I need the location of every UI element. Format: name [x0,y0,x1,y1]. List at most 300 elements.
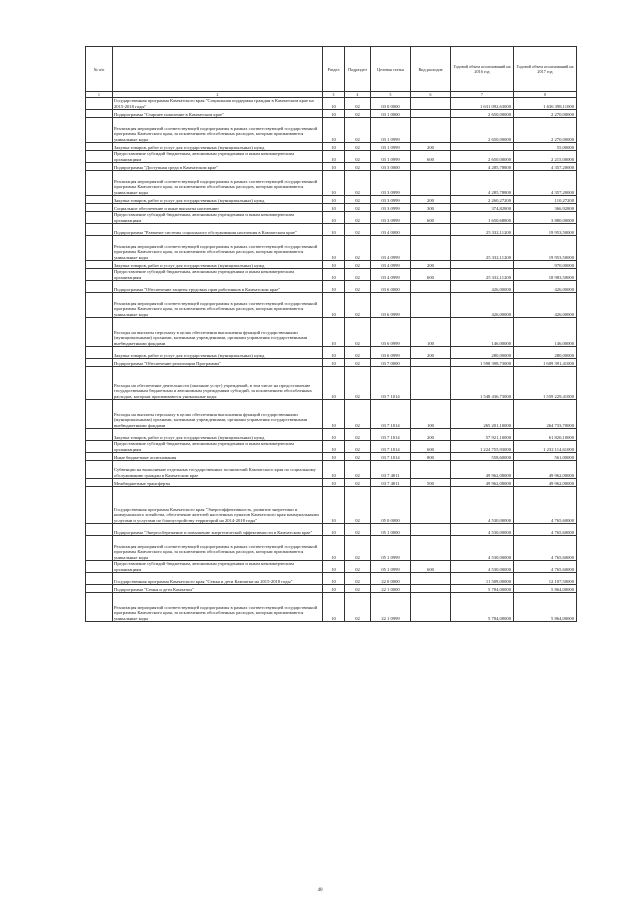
item-name-cell: Закупка товаров, работ и услуг для государственных (муниципальных) нужд [113,143,323,151]
item-name-cell: Предоставление субсидий бюджетным, автономным учреждениям и иным некоммерческим организациям [113,441,323,453]
section-cell: 10 [323,236,345,261]
table-row [86,536,577,561]
expense-type-cell [411,110,451,118]
expense-type-cell [411,118,451,143]
target-article-cell: 03 0 0000 [371,98,411,110]
volume-2016-cell: 1 598 398,73000 [451,359,514,367]
header-volume-2016: Годовой объем ассигнований на 2016 год [451,47,514,92]
volume-2016-cell: 11 509,00000 [451,573,514,585]
section-cell: 10 [323,281,345,293]
volume-2017-cell: 264 733,70000 [514,400,577,429]
expense-type-cell [411,487,451,524]
volume-2016-cell: 57 921,10000 [451,429,514,441]
column-number: 2 [113,92,323,98]
table-row [86,479,577,487]
header-expense-type: Вид расходов [411,47,451,92]
item-name-cell: Государственная программа Камчатского края "Энергоэффективность, развитие энергетики и коммунального хозяйства, обеспечение жителей населенных пунктов Камчатского края коммунальными услугами и услугами по благоустройству территорий на 2014-2018 годы" [113,487,323,524]
subsection-cell: 02 [345,461,371,479]
table-row [86,453,577,461]
expense-type-cell: 300 [411,204,451,212]
target-article-cell: 03 4 0000 [371,224,411,236]
table-header-row [86,47,577,92]
subsection-cell: 02 [345,441,371,453]
target-article-cell: 03 3 0999 [371,196,411,204]
target-article-cell: 03 6 0999 [371,347,411,359]
volume-2016-cell: 25 332,11200 [451,269,514,281]
volume-2017-cell: 5 864,00000 [514,593,577,622]
item-name-cell: Предоставление субсидий бюджетным, автономным учреждениям и иным некоммерческим организациям [113,212,323,224]
subsection-cell: 02 [345,453,371,461]
target-article-cell: 03 3 0999 [371,204,411,212]
volume-2017-cell: 1 232 114,61000 [514,441,577,453]
subsection-cell: 02 [345,585,371,593]
column-number: 8 [514,92,577,98]
subsection-cell: 02 [345,236,371,261]
volume-2016-cell: 558,60000 [451,453,514,461]
target-article-cell: 03 7 0000 [371,359,411,367]
target-article-cell: 05 1 0999 [371,536,411,561]
section-cell: 10 [323,261,345,269]
volume-2016-cell: 1 631 092,63000 [451,98,514,110]
table-row [86,171,577,196]
volume-2017-cell: 146,00000 [514,318,577,347]
item-name-cell: Подпрограмма "Развитие системы социального обслуживания населения в Камчатском крае" [113,224,323,236]
table-row [86,318,577,347]
row-number-cell [86,110,113,118]
expense-type-cell [411,293,451,318]
volume-2017-cell: 2 270,00000 [514,110,577,118]
item-name-cell: Государственная программа Камчатского края "Социальная поддержка граждан в Камчатском крае на 2015-2018 годы" [113,98,323,110]
volume-2016-cell: 4 530,00000 [451,561,514,573]
target-article-cell: 03 7 4011 [371,479,411,487]
subsection-cell: 02 [345,318,371,347]
section-cell: 10 [323,487,345,524]
column-number: 5 [371,92,411,98]
section-cell: 10 [323,118,345,143]
volume-2017-cell: 3 880,00000 [514,212,577,224]
section-cell: 10 [323,573,345,585]
volume-2017-cell: 110,27200 [514,196,577,204]
subsection-cell: 02 [345,269,371,281]
target-article-cell: 05 1 0000 [371,524,411,536]
target-article-cell: 03 3 0000 [371,163,411,171]
column-number: 7 [451,92,514,98]
row-number-cell [86,224,113,236]
expense-type-cell: 800 [411,453,451,461]
volume-2016-cell: 25 332,11200 [451,224,514,236]
expense-type-cell: 100 [411,318,451,347]
subsection-cell: 02 [345,261,371,269]
volume-2017-cell: 4 765,60000 [514,487,577,524]
row-number-cell [86,593,113,622]
row-number-cell [86,163,113,171]
subsection-cell: 02 [345,359,371,367]
item-name-cell: Межбюджетные трансферты [113,479,323,487]
row-number-cell [86,487,113,524]
expense-type-cell [411,573,451,585]
row-number-cell [86,347,113,359]
row-number-cell [86,318,113,347]
column-number: 4 [345,92,371,98]
expense-type-cell: 200 [411,196,451,204]
header-number: № п/п [86,47,113,92]
header-name [113,47,323,92]
subsection-cell: 02 [345,536,371,561]
section-cell: 10 [323,441,345,453]
target-article-cell: 03 7 1014 [371,441,411,453]
volume-2017-cell: 49 962,00000 [514,479,577,487]
table-row [86,224,577,236]
header-volume-2017: Годовой объем ассигнований на 2017 год [514,47,577,92]
volume-2017-cell: 55,00000 [514,143,577,151]
section-cell: 10 [323,347,345,359]
subsection-cell: 02 [345,429,371,441]
volume-2016-cell: 49 962,00000 [451,479,514,487]
header-target-article: Целевая статья [371,47,411,92]
volume-2016-cell: 280,00000 [451,347,514,359]
table-row [86,429,577,441]
target-article-cell: 22 1 0000 [371,585,411,593]
row-number-cell [86,143,113,151]
volume-2017-cell: 2 270,00000 [514,118,577,143]
item-name-cell: Предоставление субсидий бюджетным, автономным учреждениям и иным некоммерческим организациям [113,151,323,163]
expense-type-cell [411,171,451,196]
volume-2017-cell: 4 357,20000 [514,171,577,196]
table-row [86,212,577,224]
target-article-cell: 03 7 1014 [371,400,411,429]
header-subsection: Подраздел [345,47,371,92]
section-cell: 10 [323,453,345,461]
expense-type-cell [411,281,451,293]
expense-type-cell: 600 [411,561,451,573]
row-number-cell [86,212,113,224]
row-number-cell [86,293,113,318]
table-row [86,281,577,293]
subsection-cell: 02 [345,204,371,212]
row-number-cell [86,171,113,196]
item-name-cell: Подпрограмма "Старшее поколение в Камчатском крае" [113,110,323,118]
table-row [86,110,577,118]
subsection-cell: 02 [345,281,371,293]
volume-2016-cell: 265 201,10000 [451,400,514,429]
volume-2016-cell: 1 548 436,73000 [451,367,514,400]
subsection-cell: 02 [345,487,371,524]
volume-2016-cell: 146,00000 [451,318,514,347]
volume-2016-cell: 426,00000 [451,293,514,318]
section-cell: 10 [323,585,345,593]
volume-2017-cell: 4 765,60000 [514,536,577,561]
table-row [86,487,577,524]
row-number-cell [86,118,113,143]
volume-2017-cell: 5 864,00000 [514,585,577,593]
table-row [86,593,577,622]
item-name-cell: Закупка товаров, работ и услуг для государственных (муниципальных) нужд [113,261,323,269]
section-cell: 10 [323,536,345,561]
target-article-cell: 03 4 0999 [371,236,411,261]
row-number-cell [86,269,113,281]
subsection-cell: 02 [345,561,371,573]
section-cell: 10 [323,318,345,347]
item-name-cell: Подпрограмма "Семья и дети Камчатки" [113,585,323,593]
item-name-cell: Подпрограмма "Обеспечение защиты трудовых прав работников в Камчатском крае" [113,281,323,293]
section-cell: 10 [323,429,345,441]
volume-2017-cell: 280,00000 [514,347,577,359]
item-name-cell: Расходы на выплаты персоналу в целях обеспечения выполнения функций государственными (муниципальными) органами, казенными учреждениями, органами управления государственными внебюджетными фондами [113,400,323,429]
volume-2017-cell: 561,00000 [514,453,577,461]
item-name-cell: Закупка товаров, работ и услуг для государственных (муниципальных) нужд [113,347,323,359]
budget-table [85,46,577,622]
table-row [86,400,577,429]
volume-2016-cell: 2 650,00000 [451,151,514,163]
item-name-cell: Расходы на обеспечение деятельности (оказание услуг) учреждений, в том числе на предоставление государственным бюджетным и автономным учреждениям субсидий, за исключением обособленных расходов, которым присваиваются уникальные коды [113,367,323,400]
subsection-cell: 02 [345,163,371,171]
item-name-cell: Подпрограмма "Доступная среда в Камчатском крае" [113,163,323,171]
section-cell: 10 [323,212,345,224]
table-row [86,261,577,269]
table-row [86,98,577,110]
item-name-cell: Государственная программа Камчатского края "Семья и дети Камчатки на 2015-2018 годы" [113,573,323,585]
row-number-cell [86,429,113,441]
target-article-cell: 03 7 4011 [371,461,411,479]
row-number-cell [86,536,113,561]
target-article-cell: 03 1 0999 [371,151,411,163]
volume-2016-cell [451,143,514,151]
row-number-cell [86,151,113,163]
volume-2017-cell: 18 983,50000 [514,269,577,281]
expense-type-cell: 200 [411,347,451,359]
subsection-cell: 02 [345,400,371,429]
item-name-cell: Реализация мероприятий соответствующей подпрограммы в рамках соответствующей государственной программы Камчатского края, за исключением обособленных расходов, которым присваиваются уникальные коды [113,293,323,318]
table-row [86,347,577,359]
table-row [86,118,577,143]
item-name-cell: Реализация мероприятий соответствующей подпрограммы в рамках соответствующей государственной программы Камчатского края, за исключением обособленных расходов, которым присваиваются уникальные коды [113,593,323,622]
column-number: 3 [323,92,345,98]
section-cell: 10 [323,561,345,573]
table-row [86,441,577,453]
row-number-cell [86,561,113,573]
target-article-cell: 03 3 0999 [371,212,411,224]
subsection-cell: 02 [345,524,371,536]
volume-2016-cell [451,261,514,269]
expense-type-cell: 600 [411,151,451,163]
expense-type-cell: 500 [411,479,451,487]
table-row [86,236,577,261]
volume-2017-cell: 12 107,50000 [514,573,577,585]
section-cell: 10 [323,400,345,429]
subsection-cell: 02 [345,143,371,151]
table-row [86,573,577,585]
target-article-cell: 03 7 1014 [371,453,411,461]
table-row [86,196,577,204]
table-row [86,461,577,479]
target-article-cell: 03 6 0999 [371,293,411,318]
expense-type-cell [411,585,451,593]
section-cell: 10 [323,479,345,487]
target-article-cell: 22 1 0999 [371,593,411,622]
section-cell: 10 [323,224,345,236]
volume-2016-cell: 4 530,00000 [451,487,514,524]
table-body [86,92,577,622]
item-name-cell: Предоставление субсидий бюджетным, автономным учреждениям и иным некоммерческим организациям [113,561,323,573]
table-row [86,163,577,171]
subsection-cell: 02 [345,293,371,318]
row-number-cell [86,453,113,461]
volume-2017-cell: 1 609 391,41000 [514,359,577,367]
volume-2016-cell: 4 285,78800 [451,163,514,171]
item-name-cell: Реализация мероприятий соответствующей подпрограммы в рамках соответствующей государственной программы Камчатского края, за исключением обособленных расходов, которым присваиваются уникальные коды [113,536,323,561]
item-name-cell: Закупка товаров, работ и услуг для государственных (муниципальных) нужд [113,429,323,441]
table-row [86,293,577,318]
expense-type-cell: 200 [411,261,451,269]
expense-type-cell [411,236,451,261]
expense-type-cell: 200 [411,429,451,441]
volume-2016-cell: 2 260,27200 [451,196,514,204]
row-number-cell [86,261,113,269]
volume-2017-cell: 19 953,50000 [514,236,577,261]
table-row [86,359,577,367]
subsection-cell: 02 [345,573,371,585]
volume-2016-cell: 49 962,00000 [451,461,514,479]
volume-2017-cell: 4 357,20000 [514,163,577,171]
row-number-cell [86,196,113,204]
expense-type-cell [411,536,451,561]
section-cell: 10 [323,293,345,318]
header-section: Раздел [323,47,345,92]
row-number-cell [86,359,113,367]
table-row [86,204,577,212]
volume-2017-cell: 1 559 229,41000 [514,367,577,400]
item-name-cell: Реализация мероприятий соответствующей подпрограммы в рамках соответствующей государственной программы Камчатского края, за исключением обособленных расходов, которым присваиваются уникальные коды [113,171,323,196]
volume-2016-cell: 5 784,00000 [451,585,514,593]
section-cell: 10 [323,151,345,163]
volume-2016-cell: 426,00000 [451,281,514,293]
section-cell: 10 [323,98,345,110]
expense-type-cell [411,524,451,536]
section-cell: 10 [323,359,345,367]
expense-type-cell [411,593,451,622]
item-name-cell: Иные бюджетные ассигнования [113,453,323,461]
section-cell: 10 [323,524,345,536]
subsection-cell: 02 [345,171,371,196]
volume-2016-cell: 1 224 755,93000 [451,441,514,453]
row-number-cell [86,585,113,593]
target-article-cell: 03 6 0999 [371,318,411,347]
row-number-cell [86,400,113,429]
subsection-cell: 02 [345,347,371,359]
volume-2016-cell: 4 530,00000 [451,536,514,561]
section-cell: 10 [323,196,345,204]
expense-type-cell [411,359,451,367]
item-name-cell: Реализация мероприятий соответствующей подпрограммы в рамках соответствующей государственной программы Камчатского края, за исключением обособленных расходов, которым присваиваются уникальные коды [113,118,323,143]
table-row [86,561,577,573]
section-cell: 10 [323,171,345,196]
expense-type-cell: 600 [411,212,451,224]
item-name-cell: Реализация мероприятий соответствующей подпрограммы в рамках соответствующей государственной программы Камчатского края, за исключением обособленных расходов, которым присваиваются уникальные коды [113,236,323,261]
volume-2016-cell: 4 285,78800 [451,171,514,196]
table-row [86,151,577,163]
table-row [86,524,577,536]
row-number-cell [86,367,113,400]
volume-2016-cell: 1 650,68800 [451,212,514,224]
table-row [86,143,577,151]
volume-2016-cell: 5 784,00000 [451,593,514,622]
section-cell: 10 [323,269,345,281]
expense-type-cell: 600 [411,269,451,281]
table-row [86,367,577,400]
target-article-cell: 05 1 0999 [371,561,411,573]
expense-type-cell: 600 [411,441,451,453]
volume-2017-cell: 970,00000 [514,261,577,269]
table-row [86,585,577,593]
target-article-cell: 03 3 0999 [371,171,411,196]
target-article-cell: 03 1 0000 [371,110,411,118]
expense-type-cell [411,367,451,400]
target-article-cell: 03 4 0999 [371,261,411,269]
target-article-cell: 22 0 0000 [371,573,411,585]
volume-2016-cell: 25 332,11200 [451,236,514,261]
item-name-cell: Предоставление субсидий бюджетным, автономным учреждениям и иным некоммерческим организациям [113,269,323,281]
item-name-cell: Расходы на выплаты персоналу в целях обеспечения выполнения функций государственными (муниципальными) органами, казенными учреждениями, органами управления государственными внебюджетными фондами [113,318,323,347]
volume-2017-cell: 19 953,50000 [514,224,577,236]
column-number: 6 [411,92,451,98]
volume-2017-cell: 1 636 398,11000 [514,98,577,110]
table-row [86,269,577,281]
expense-type-cell: 200 [411,143,451,151]
item-name-cell: Субвенции на выполнение отдельных государственных полномочий Камчатского края по социальному обслуживанию граждан в Камчатском крае [113,461,323,479]
section-cell: 10 [323,143,345,151]
subsection-cell: 02 [345,212,371,224]
subsection-cell: 02 [345,479,371,487]
row-number-cell [86,204,113,212]
target-article-cell: 03 7 1014 [371,429,411,441]
column-number: 1 [86,92,113,98]
target-article-cell: 03 6 0000 [371,281,411,293]
row-number-cell [86,461,113,479]
row-number-cell [86,236,113,261]
volume-2017-cell: 61 820,10000 [514,429,577,441]
volume-2017-cell: 2 215,00000 [514,151,577,163]
volume-2017-cell: 49 962,00000 [514,461,577,479]
item-name-cell: Подпрограмма "Энергосбережение и повышение энергетической эффективности в Камчатском крае" [113,524,323,536]
section-cell: 10 [323,110,345,118]
volume-2017-cell: 4 765,60000 [514,561,577,573]
section-cell: 10 [323,163,345,171]
page-number: 40 [317,888,323,893]
target-article-cell: 03 1 0999 [371,118,411,143]
target-article-cell: 03 1 0999 [371,143,411,151]
expense-type-cell: 100 [411,400,451,429]
expense-type-cell [411,224,451,236]
subsection-cell: 02 [345,224,371,236]
volume-2017-cell: 426,00000 [514,293,577,318]
target-article-cell: 05 0 0000 [371,487,411,524]
volume-2017-cell: 426,00000 [514,281,577,293]
target-article-cell: 03 4 0999 [371,269,411,281]
budget-table-sheet [85,46,576,622]
expense-type-cell [411,461,451,479]
volume-2017-cell: 366,92800 [514,204,577,212]
volume-2016-cell: 2 650,00000 [451,118,514,143]
subsection-cell: 02 [345,593,371,622]
subsection-cell: 02 [345,118,371,143]
item-name-cell: Социальное обеспечение и иные выплаты населению [113,204,323,212]
expense-type-cell [411,98,451,110]
row-number-cell [86,479,113,487]
row-number-cell [86,281,113,293]
row-number-cell [86,441,113,453]
subsection-cell: 02 [345,110,371,118]
subsection-cell: 02 [345,151,371,163]
